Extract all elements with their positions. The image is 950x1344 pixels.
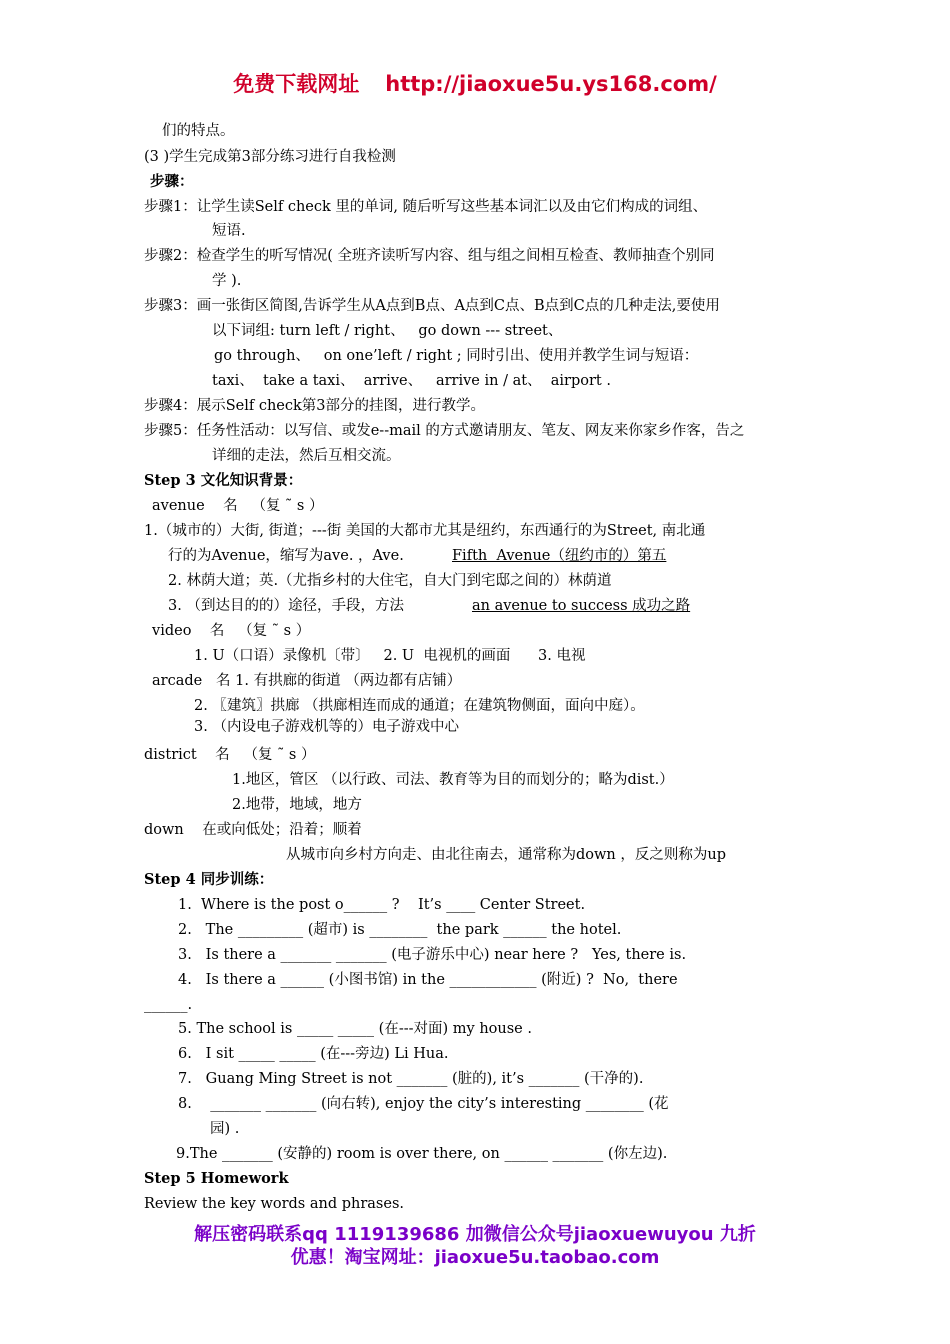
text-line: avenue 名 （复 ˜ s ） — [152, 498, 324, 514]
text-line: (3 )学生完成第3部分练习进行自我检测 — [144, 149, 396, 165]
section-heading: 步骤： — [150, 173, 194, 190]
footer-line-2: 优惠！淘宝网址：jiaoxue5u.taobao.com — [290, 1247, 660, 1268]
text-line: 步骤1：让学生读Self check 里的单词, 随后听写这些基本词汇以及由它们构成的词组、 — [144, 199, 708, 215]
exercise-item: 7. Guang Ming Street is not _______ (脏的), it’s _______ (干净的). — [178, 1071, 644, 1087]
text-line: video 名 （复 ˜ s ） — [152, 623, 311, 639]
header-url[interactable]: http://jiaoxue5u.ys168.com/ — [385, 72, 717, 96]
text-line: 短语. — [212, 223, 246, 239]
exercise-item-cont: 园) . — [210, 1121, 240, 1137]
text-line: down 在或向低处；沿着；顺着 — [144, 822, 362, 838]
exercise-item: 8. _______ _______ (向右转), enjoy the city’s interesting ________ (花 — [178, 1096, 669, 1112]
text-line: taxi、 take a taxi、 arrive、 arrive in / at、 airport . — [212, 373, 611, 389]
section-heading: Step 5 Homework — [144, 1170, 289, 1187]
text-line: 详细的走法，然后互相交流。 — [212, 448, 401, 464]
text-line: 1.地区，管区 （以行政、司法、教育等为目的而划分的；略为dist.） — [232, 772, 674, 788]
text-line: go through、 on one’left / right ; 同时引出、使用并教学生词与短语： — [214, 348, 699, 364]
footer-line-1: 解压密码联系qq 1119139686 加微信公众号jiaoxuewuyou 九折 — [194, 1224, 756, 1245]
header-title: 免费下载网址 — [233, 72, 360, 96]
text-line: 们的特点。 — [162, 123, 235, 139]
exercise-item: 5. The school is _____ _____ (在---对面) my house . — [178, 1021, 532, 1037]
text-line: 3. （到达目的的）途径，手段，方法 — [168, 598, 404, 614]
text-line: 步骤4：展示Self check第3部分的挂图，进行教学。 — [144, 398, 486, 414]
text-line: Review the key words and phrases. — [144, 1196, 405, 1212]
text-line: 3. （内设电子游戏机等的）电子游戏中心 — [194, 719, 459, 735]
text-line: 2. 林荫大道；英.（尤指乡村的大住宅，自大门到宅邸之间的）林荫道 — [168, 573, 612, 589]
text-line: 2. 〖建筑〗拱廊 （拱廊相连而成的通道；在建筑物侧面，面向中庭）。 — [194, 698, 645, 714]
text-line: arcade 名 1. 有拱廊的街道 （两边都有店铺） — [152, 673, 462, 689]
text-line: 学 ). — [212, 273, 242, 289]
text-line: 步骤3：画一张街区简图,告诉学生从A点到B点、A点到C点、B点到C点的几种走法,要使用 — [144, 298, 720, 314]
text-line: 1. U（口语）录像机〔带〕 2. U 电视机的画面 3. 电视 — [194, 648, 586, 664]
exercise-item-cont: ______. — [144, 997, 193, 1013]
text-line: 步骤5：任务性活动：以写信、或发e--mail 的方式邀请朋友、笔友、网友来你家乡作客，告之 — [144, 423, 745, 439]
text-line: 步骤2：检查学生的听写情况( 全班齐读听写内容、组与组之间相互检查、教师抽查个别同 — [144, 248, 715, 264]
text-line: 2.地带，地域，地方 — [232, 797, 362, 813]
exercise-item: 6. I sit _____ _____ (在---旁边) Li Hua. — [178, 1046, 449, 1062]
text-line: 以下词组: turn left / right、 go down --- street、 — [212, 323, 563, 339]
text-line: 1.（城市的）大街, 街道；---街 美国的大都市尤其是纽约，东西通行的为Street, 南北通 — [144, 523, 706, 539]
exercise-item: 1. Where is the post o______ ? It’s ____ Center Street. — [178, 897, 586, 913]
underlined-phrase: Fifth Avenue（纽约市的）第五 — [452, 548, 667, 564]
text-line: 从城市向乡村方向走、由北往南去，通常称为down ，反之则称为up — [286, 847, 726, 863]
page-header — [0, 68, 950, 98]
underlined-phrase: an avenue to success 成功之路 — [472, 598, 691, 614]
text-line: district 名 （复 ˜ s ） — [144, 747, 316, 763]
exercise-item: 4. Is there a ______ (小图书馆) in the ____________ (附近) ? No, there — [178, 972, 678, 988]
exercise-item: 2. The _________ (超市) is ________ the park ______ the hotel. — [178, 922, 622, 938]
exercise-item: 3. Is there a _______ _______ (电子游乐中心) near here ? Yes, there is. — [178, 947, 687, 963]
section-heading: Step 4 同步训练： — [144, 871, 274, 888]
exercise-item: 9.The _______ (安静的) room is over there, on ______ _______ (你左边). — [176, 1146, 668, 1162]
text-line: 行的为Avenue，缩写为ave. ，Ave. — [168, 548, 404, 564]
section-heading: Step 3 文化知识背景： — [144, 472, 303, 489]
